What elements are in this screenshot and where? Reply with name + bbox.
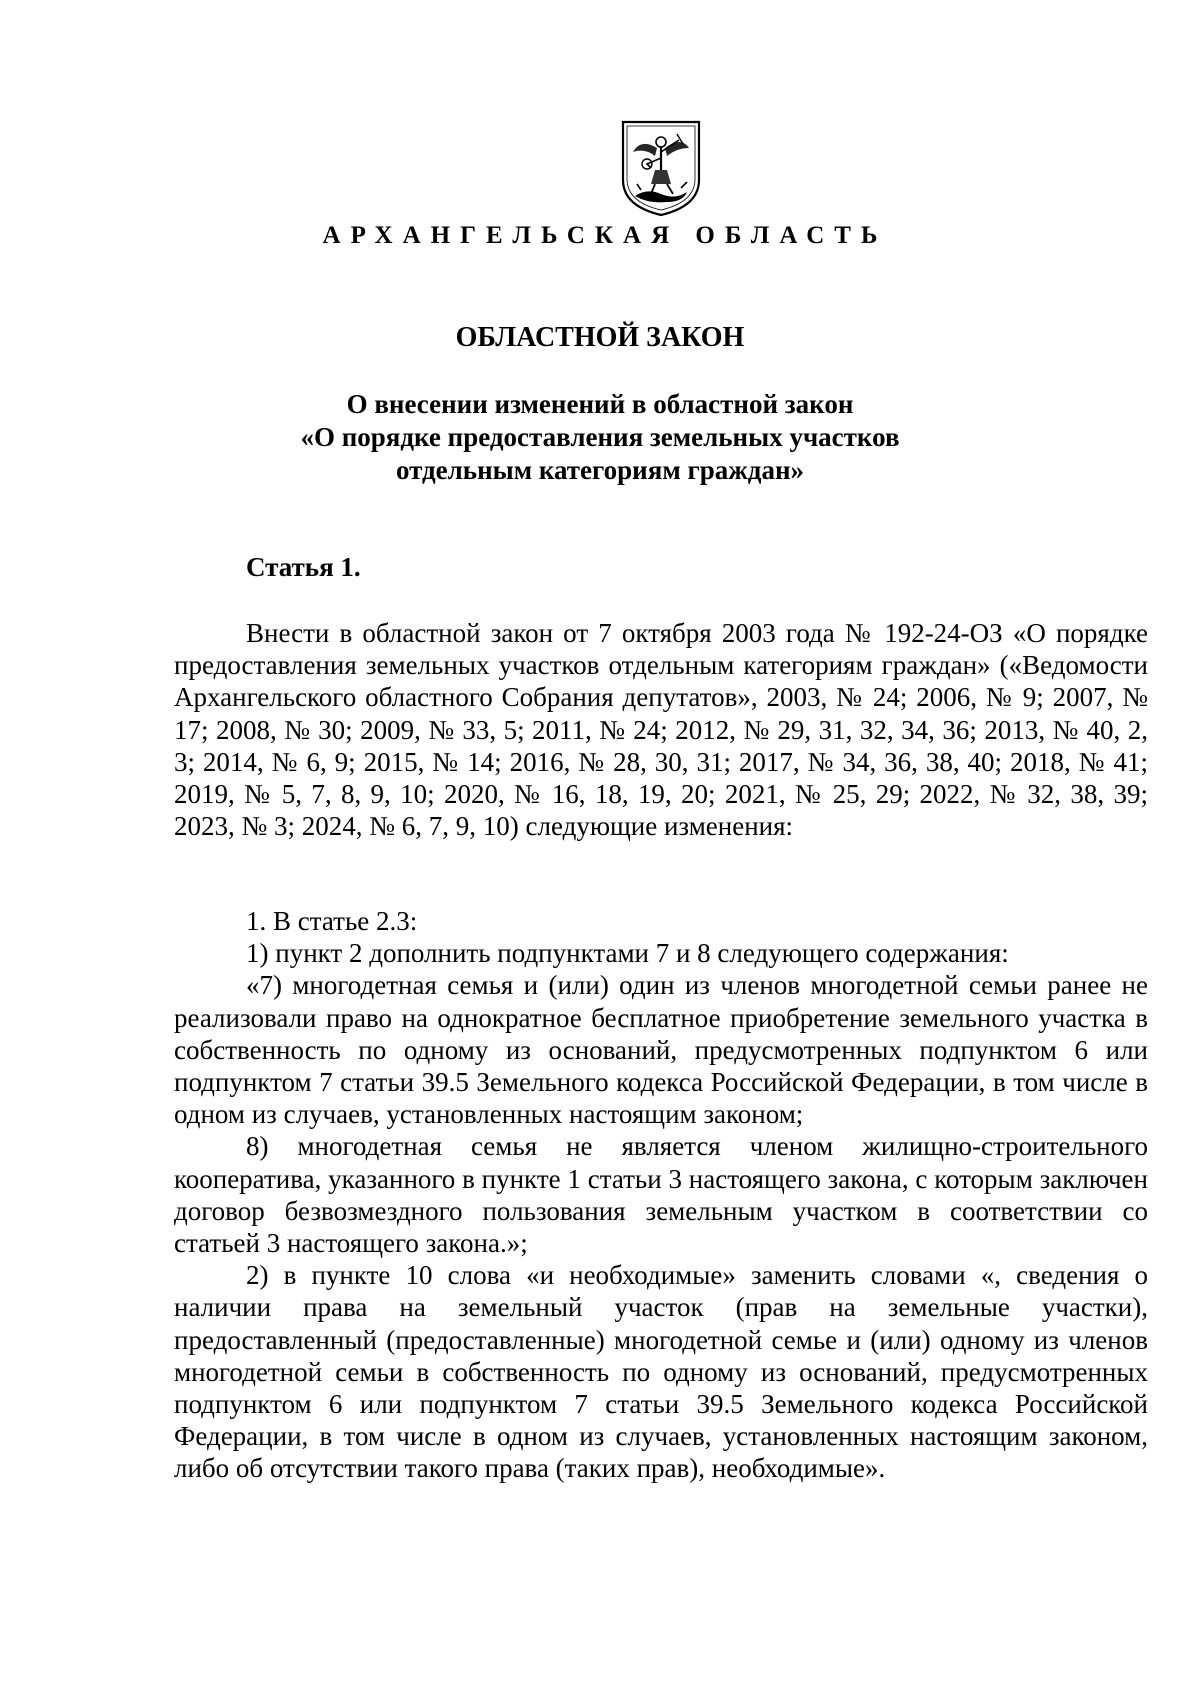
coat-of-arms-icon [617, 118, 705, 218]
law-title-line: «О порядке предоставления земельных участков [300, 422, 900, 452]
article-heading: Статья 1. [246, 552, 361, 582]
article-intro-block [174, 617, 1148, 842]
amendment-paragraph: 1) пункт 2 дополнить подпунктами 7 и 8 следующего содержания: [246, 938, 1009, 969]
law-title-line: отдельным категориям граждан» [395, 455, 805, 485]
amendment-paragraph: 8) многодетная семья не является членом жилищно-строительного кооператива, указанного в пункте 1 статьи 3 настоящего закона, с которым заключен договор безвозмездного пользования земельным участком в соответствии со статьей 3 настоящего закона.»; [174, 1131, 1148, 1259]
amendment-paragraph: 1. В статье 2.3: [246, 906, 418, 936]
law-title-line: О внесении изменений в областной закон [346, 389, 854, 419]
law-title [0, 388, 1200, 487]
article-intro-paragraph: Внести в областной закон от 7 октября 2003 года № 192-24-ОЗ «О порядке предоставления земельных участков отдельным категориям граждан» («Ведомости Архангельского областного Собрания депутатов», 2003, № 24; 2006, № 9; 2007, № 17; 2008, № 30; 2009, № 33, 5; 2011, № 24; 2012, № 29, 31, 32, 34, 36; 2013, № 40, 2, 3; 2014, № 6, 9; 2015, № 14; 2016, № 28, 30, 31; 2017, № 34, 36, 38, 40; 2018, № 41; 2019, № 5, 7, 8, 9, 10; 2020, № 16, 18, 19, 20; 2021, № 25, 29; 2022, № 32, 38, 39; 2023, № 3; 2024, № 6, 7, 9, 10) следующие изменения: [174, 618, 1148, 842]
law-type: ОБЛАСТНОЙ ЗАКОН [455, 322, 745, 353]
region-name: АРХАНГЕЛЬСКАЯ ОБЛАСТЬ [322, 222, 888, 249]
amendment-paragraph: «7) многодетная семья и (или) один из членов многодетной семьи ранее не реализовали право на однократное бесплатное приобретение земельного участка в собственность по одному из оснований, предусмотренных подпунктом 6 или подпунктом 7 статьи 39.5 Земельного кодекса Российской Федерации, в том числе в одном из случаев, установленных настоящим законом; [174, 970, 1148, 1130]
amendment-paragraph: 2) в пункте 10 слова «и необходимые» заменить словами «, сведения о наличии права на земельный участок (прав на земельные участки), предоставленный (предоставленные) многодетной семье и (или) одному из членов многодетной семьи в собственность по одному из оснований, предусмотренных подпунктом 6 или подпунктом 7 статьи 39.5 Земельного кодекса Российской Федерации, в том числе в одном из случаев, установленных настоящим законом, либо об отсутствии такого права (таких прав), необходимые». [174, 1260, 1148, 1484]
article-amendments-block [174, 905, 1148, 1485]
